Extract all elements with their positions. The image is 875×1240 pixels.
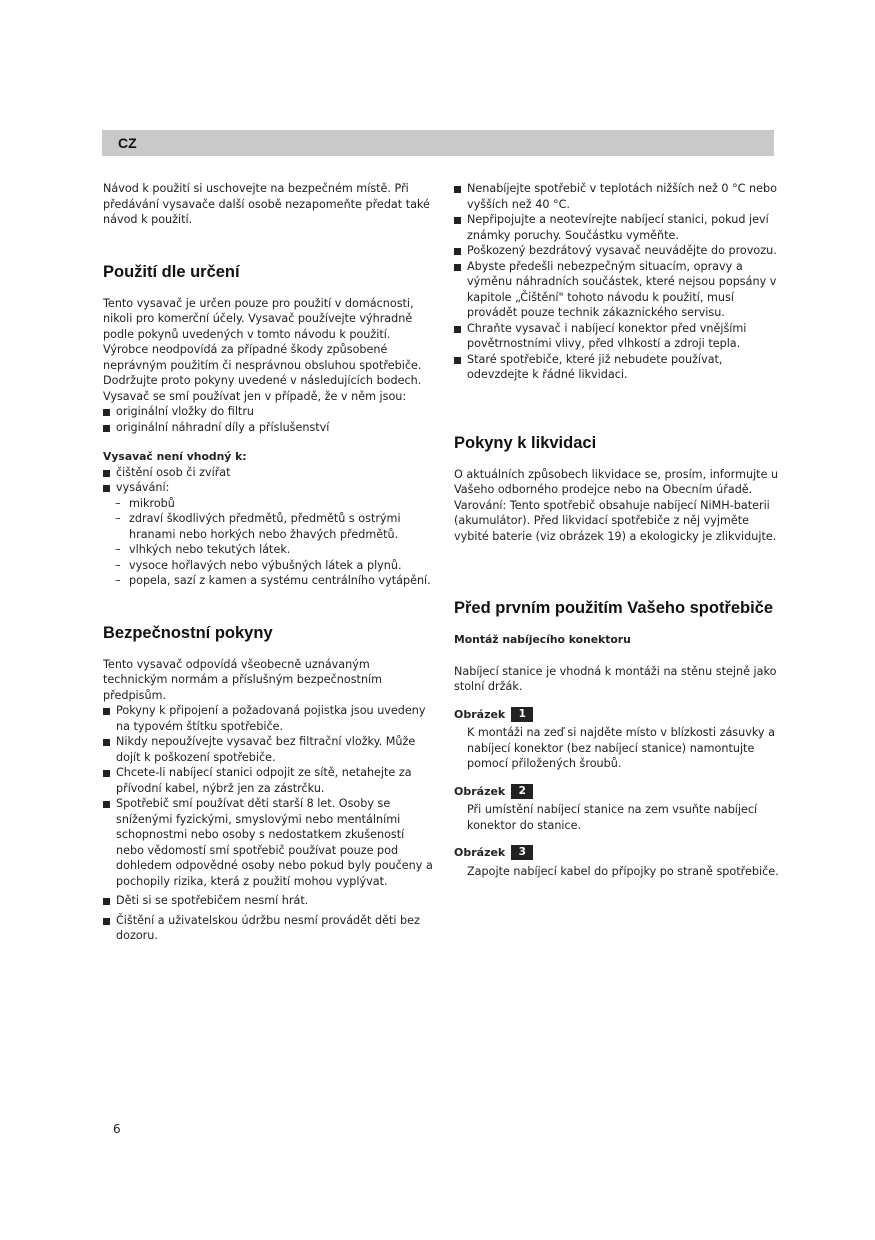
list-item: – vysoce hořlavých nebo výbušných látek a plynů. (103, 558, 433, 574)
list-item: originální náhradní díly a příslušenství (103, 420, 433, 436)
list-item: Spotřebič smí používat děti starší 8 let. Osoby se sníženými fyzickými, smyslovými nebo mentálními schopnostmi nebo osoby s nedostatkem zkušeností nebo vědomostí smí spotřebič používat pouze pod dohledem odpovědné osoby nebo pokud byly poučeny a pochopily rizika, která z použití mohou vyplývat. (103, 796, 433, 889)
figure-number-badge: 1 (511, 707, 533, 722)
list-item: Nikdy nepoužívejte vysavač bez filtrační vložky. Může dojít k poškození spotřebiče. (103, 734, 433, 765)
figure-step-3 (454, 845, 784, 879)
use-list (103, 404, 433, 435)
list-item: vysávání: (103, 480, 433, 496)
list-item: Čištění a uživatelskou údržbu nesmí provádět děti bez dozoru. (103, 913, 433, 944)
figure-text: Zapojte nabíjecí kabel do přípojky po straně spotřebiče. (467, 864, 779, 878)
list-item: – vlhkých nebo tekutých látek. (103, 542, 433, 558)
disposal-title: Pokyny k likvidaci (454, 433, 597, 452)
first-use-title: Před prvním použitím Vašeho spotřebiče (454, 599, 774, 617)
figure-text: K montáži na zeď si najděte místo v blízkosti zásuvky a nabíjecí konektor (bez nabíjecí stanice) namontujte pomocí přiložených šroubů. (467, 726, 775, 770)
list-item: – zdraví škodlivých předmětů, předmětů s ostrými hranami nebo horkých nebo žhavých předmětů. (103, 511, 433, 542)
list-item: Staré spotřebiče, které již nebudete používat, odevzdejte k řádné likvidaci. (454, 352, 784, 383)
first-use-text: Nabíjecí stanice je vhodná k montáži na stěnu stejně jako stolní držák. (454, 664, 777, 693)
safety-title: Bezpečnostní pokyny (103, 623, 273, 642)
language-bar (102, 130, 774, 156)
list-item: Pokyny k připojení a požadovaná pojistka jsou uvedeny na typovém štítku spotřebiče. (103, 703, 433, 734)
list-item: Nenabíjejte spotřebič v teplotách nižších než 0 °C nebo vyšších než 40 °C. (454, 181, 784, 212)
figure-step-2 (454, 784, 784, 834)
list-item: – popela, sazí z kamen a systému centrálního vytápění. (103, 573, 433, 589)
figure-number-badge: 3 (511, 845, 533, 860)
page-number: 6 (113, 1122, 121, 1136)
list-item: Chraňte vysavač i nabíjecí konektor před vnějšími povětrnostními vlivy, před vlhkostí a zdroji tepla. (454, 321, 784, 352)
safety-list (103, 703, 433, 944)
warnings-list (454, 181, 784, 383)
figure-step-1 (454, 707, 784, 772)
disposal-text-2: Varování: Tento spotřebič obsahuje nabíjecí NiMH-baterii (akumulátor). Před likvidací spotřebiče z něj vyjměte vybité baterie (viz obrázek 19) a ekologicky je zlikvidujte. (454, 498, 777, 543)
safety-text: Tento vysavač odpovídá všeobecně uznávaným technickým normám a příslušným bezpečnostním předpisům. (103, 657, 383, 702)
list-item: čištění osob či zvířat (103, 465, 433, 481)
use-title: Použití dle určení (103, 262, 240, 281)
list-item: Nepřipojujte a neotevírejte nabíjecí stanici, pokud jeví známky poruchy. Součástku vyměňte. (454, 212, 784, 243)
list-item: Abyste předešli nebezpečným situacím, opravy a výměnu náhradních součástek, které nejsou popsány v kapitole „Čištění" tohoto návodu k použití, musí provádět pouze technik zákaznického servisu. (454, 259, 784, 321)
language-code: CZ (118, 135, 137, 151)
figure-label: Obrázek (454, 784, 506, 798)
intro-text: Návod k použití si uschovejte na bezpečném místě. Při předávání vysavače další osobě nezapomeňte předat také návod k použití. (103, 182, 430, 226)
right-column (454, 181, 784, 879)
figure-text: Při umístění nabíjecí stanice na zem vsuňte nabíjecí konektor do stanice. (467, 803, 758, 832)
use-only-if: Vysavač se smí používat jen v případě, že v něm jsou: (103, 389, 407, 403)
vacuum-exclusions-list (103, 496, 433, 589)
not-suitable-list (103, 465, 433, 496)
not-suitable-title: Vysavač není vhodný k: (103, 450, 247, 463)
use-text: Tento vysavač je určen pouze pro použití v domácnosti, nikoli pro komerční účely. Vysavač používejte výhradně podle pokynů uvedených v tomto návodu k použití. Výrobce neodpovídá za případné škody způsobené neprávným použitím či nesprávnou obsluhou spotřebiče. Dodržujte proto pokyny uvedené v následujících bodech. (103, 296, 422, 387)
left-column (103, 181, 433, 944)
disposal-text-1: O aktuálních způsobech likvidace se, prosím, informujte u Vašeho odborného prodejce nebo na Obecním úřadě. (454, 467, 779, 496)
figure-number-badge: 2 (511, 784, 533, 799)
first-use-subtitle: Montáž nabíjecího konektoru (454, 633, 631, 646)
list-item: originální vložky do filtru (103, 404, 433, 420)
list-item: Chcete-li nabíjecí stanici odpojit ze sítě, netahejte za přívodní kabel, nýbrž jen za zástrčku. (103, 765, 433, 796)
figure-label: Obrázek (454, 846, 506, 859)
list-item: Děti si se spotřebičem nesmí hrát. (103, 893, 433, 909)
list-item: Poškozený bezdrátový vysavač neuvádějte do provozu. (454, 243, 784, 259)
list-item: – mikrobů (103, 496, 433, 512)
figure-label: Obrázek (454, 707, 506, 721)
